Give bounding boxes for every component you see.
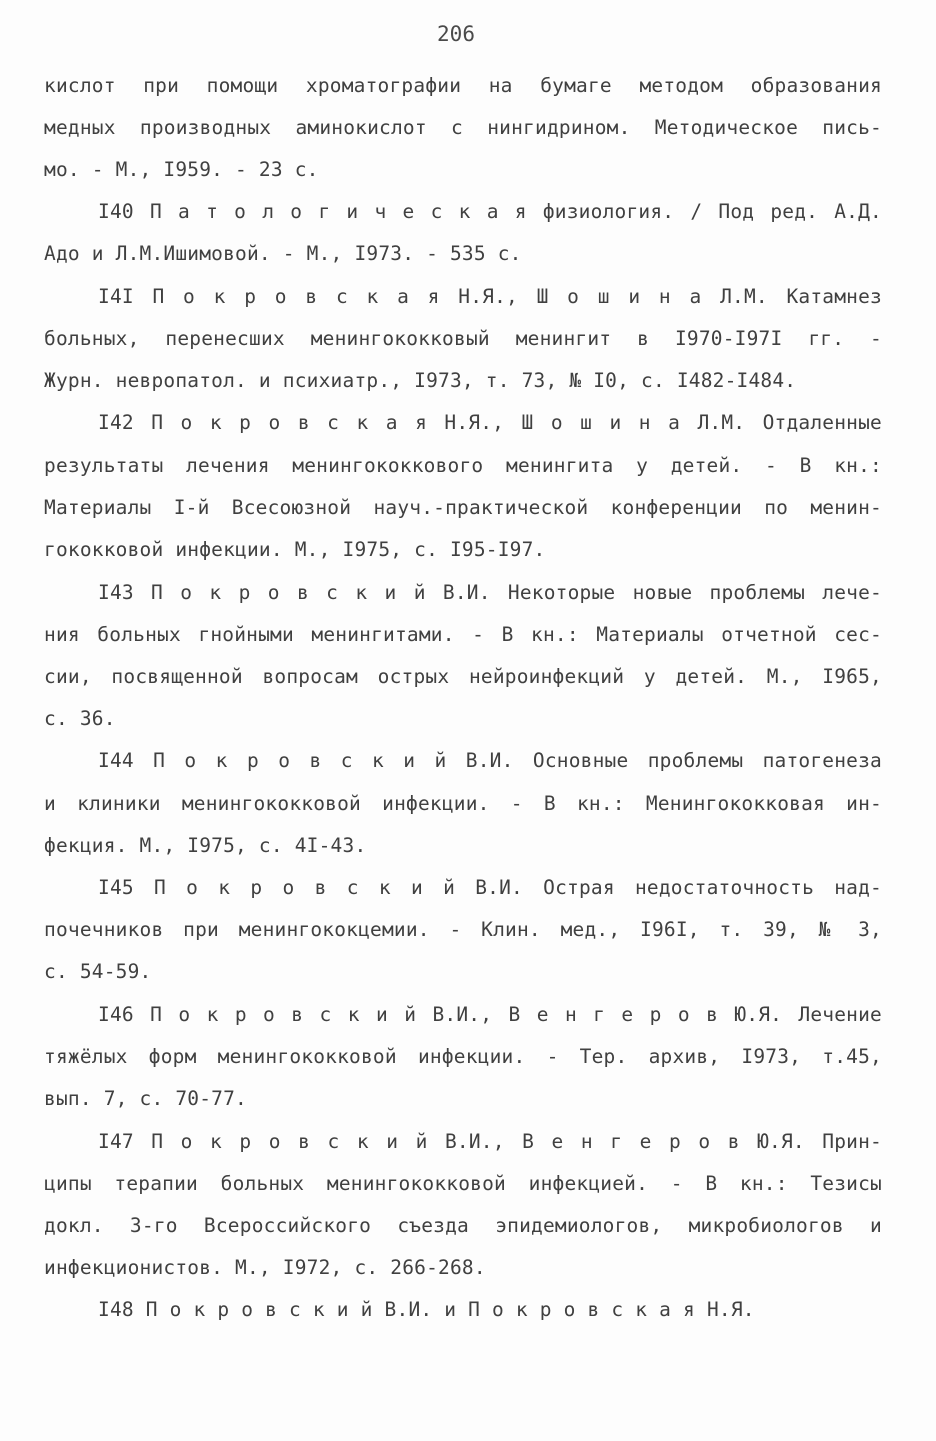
text-line: медных производных аминокислот с нингидрином. Методическое пись- xyxy=(44,116,882,139)
text-line: докл. 3-го Всероссийского съезда эпидемиологов, микробиологов и xyxy=(44,1214,882,1237)
text-line: и клиники менингококковой инфекции. - В кн.: Менингококковая ин- xyxy=(44,792,882,815)
text-line: ния больных гнойными менингитами. - В кн.: Материалы отчетной сес- xyxy=(44,623,882,646)
reference-148-line: I48 П о к р о в с к и й В.И. и П о к р о в с к а я Н.Я. xyxy=(98,1298,755,1321)
text-line: кислот при помощи хроматографии на бумаге методом образования xyxy=(44,74,882,97)
text-line: с. 54-59. xyxy=(44,960,152,983)
text-line: сии, посвященной вопросам острых нейроинфекций у детей. М., I965, xyxy=(44,665,882,688)
reference-141-line: I4I П о к р о в с к а я Н.Я., Ш о ш и н а Л.М. Катамнез xyxy=(98,285,882,308)
text-line: гококковой инфекции. М., I975, с. I95-I97. xyxy=(44,538,546,561)
text-line: ципы терапии больных менингококковой инфекцией. - В кн.: Тезисы xyxy=(44,1172,882,1195)
text-line: почечников при менингококцемии. - Клин. мед., I96I, т. 39, № 3, xyxy=(44,918,882,941)
reference-140-line: I40 П а т о л о г и ч е с к а я физиология. / Под ред. А.Д. xyxy=(98,200,882,223)
text-line: фекция. М., I975, с. 4I-43. xyxy=(44,834,367,857)
reference-145-line: I45 П о к р о в с к и й В.И. Острая недостаточность над- xyxy=(98,876,882,899)
reference-142-line: I42 П о к р о в с к а я Н.Я., Ш о ш и н а Л.М. Отдаленные xyxy=(98,411,882,434)
text-line: мо. - М., I959. - 23 с. xyxy=(44,158,319,181)
reference-143-line: I43 П о к р о в с к и й В.И. Некоторые новые проблемы лече- xyxy=(98,581,882,604)
text-line: результаты лечения менингококкового менингита у детей. - В кн.: xyxy=(44,454,882,477)
text-line: Журн. невропатол. и психиатр., I973, т. 73, № I0, с. I482-I484. xyxy=(44,369,797,392)
text-line: инфекционистов. М., I972, с. 266-268. xyxy=(44,1256,486,1279)
reference-146-line: I46 П о к р о в с к и й В.И., В е н г е р о в Ю.Я. Лечение xyxy=(98,1003,882,1026)
text-line: больных, перенесших менингококковый менингит в I970-I97I гг. - xyxy=(44,327,882,350)
text-line: тяжёлых форм менингококковой инфекции. - Тер. архив, I973, т.45, xyxy=(44,1045,882,1068)
reference-147-line: I47 П о к р о в с к и й В.И., В е н г е р о в Ю.Я. Прин- xyxy=(98,1130,882,1153)
text-line: Адо и Л.М.Ишимовой. - М., I973. - 535 с. xyxy=(44,242,522,265)
text-line: вып. 7, с. 70-77. xyxy=(44,1087,247,1110)
page-number: 206 xyxy=(437,22,475,46)
text-line: Материалы I-й Всесоюзной науч.-практической конференции по менин- xyxy=(44,496,882,519)
text-line: с. 36. xyxy=(44,707,116,730)
reference-144-line: I44 П о к р о в с к и й В.И. Основные проблемы патогенеза xyxy=(98,749,882,772)
